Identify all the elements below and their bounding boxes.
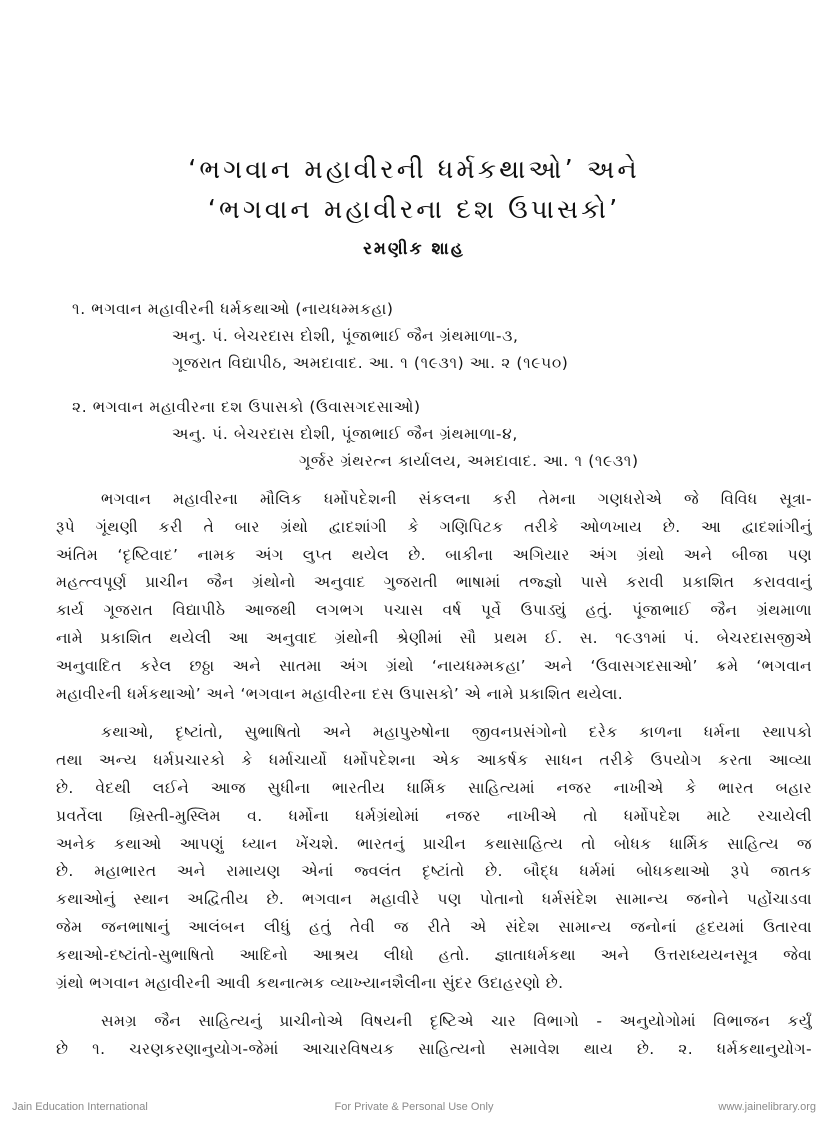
text-line: જેમ જનભાષાનું આલંબન લીધું હતું તેવી જ રીતે એ સંદેશ સામાન્ય જનોનાં હૃદયમાં ઉતારવા: [56, 917, 812, 936]
text-line: તથા અન્ય ધર્મપ્રચારકો કે ધર્માચાર્યો ધર્મોપદેશના એક આકર્ષક સાધન તરીકે ઉપયોગ કરતા આવ્યા: [56, 751, 812, 770]
article-body: [56, 486, 812, 1075]
text-line: અંતિમ ‘દૃષ્ટિવાદ’ નામક અંગ લુપ્ત થયેલ છે. બાકીના અગિયાર અંગ ગ્રંથો અને બીજા પણ: [56, 545, 812, 564]
reference-title: ૧. ભગવાન મહાવીરની ધર્મકથાઓ (નાયધમ્મકહા): [72, 300, 394, 318]
article-title: [0, 150, 828, 230]
reference-publisher: ગૂજરાત વિદ્યાપીઠ, અમદાવાદ. આ. ૧ (૧૯૩૧) આ. ૨ (૧૯૫૦): [172, 354, 569, 372]
text-line: મહત્ત્વપૂર્ણ પ્રાચીન જૈન ગ્રંથોનો અનુવાદ ગુજરાતી ભાષામાં તજ્જ્ઞો પાસે કરાવી પ્રકાશિત કરાવવાનું: [56, 573, 812, 592]
reference-item-2: [72, 394, 792, 475]
footer-publisher: Jain Education International: [12, 1101, 148, 1113]
paragraph-2: [56, 719, 812, 997]
text-line: અનેક કથાઓ આપણું ધ્યાન ખેંચશે. ભારતનું પ્રાચીન કથાસાહિત્ય તો બોધક ધાર્મિક સાહિત્ય જ: [56, 834, 812, 853]
text-line: ગ્રંથો ભગવાન મહાવીરની આવી કથનાત્મક વ્યાખ્યાનશૈલીના સુંદર ઉદાહરણો છે.: [56, 973, 564, 992]
text-line: કથાઓનું સ્થાન અદ્વિતીય છે. ભગવાન મહાવીરે પણ પોતાનો ધર્મસંદેશ સામાન્ય જનોને પહોંચાડવા: [56, 890, 812, 909]
references-list: [72, 296, 792, 492]
title-line-1: ‘ભગવાન મહાવીરની ધર્મકથાઓ’ અને: [188, 155, 640, 185]
text-line: પ્રવર્તેલા ખ્રિસ્તી-મુસ્લિમ વ. ધર્મોના ધર્મગ્રંથોમાં નજર નાખીએ તો ધર્મોપદેશ માટે રચાયેલી: [56, 806, 812, 825]
page-footer: [0, 1101, 828, 1117]
text-line: છે. વેદથી લઈને આજ સુધીના ભારતીય ધાર્મિક સાહિત્યમાં નજર નાખીએ કે ભારત બહાર: [56, 778, 812, 797]
text-line: કાર્ય ગૂજરાત વિદ્યાપીઠે આજથી લગભગ પચાસ વર્ષ પૂર્વે ઉપાડ્યું હતું. પૂંજાભાઈ જૈન ગ્રંથમાળા: [56, 601, 812, 620]
text-line: ભગવાન મહાવીરના મૌલિક ધર્મોપદેશની સંકલના કરી તેમના ગણધરોએ જે વિવિધ સૂત્રા-: [101, 490, 812, 508]
footer-website-link[interactable]: www.jainelibrary.org: [718, 1101, 816, 1113]
footer-usage-notice: For Private & Personal Use Only: [334, 1101, 494, 1113]
paragraph-3: [56, 1008, 812, 1064]
text-line: નામે પ્રકાશિત થયેલી આ અનુવાદ ગ્રંથોની શ્રેણીમાં સૌ પ્રથમ ઈ. સ. ૧૯૩૧માં પં. બેચરદાસજીએ: [56, 628, 812, 647]
text-line: અનુવાદિત કરેલ છઠ્ઠા અને સાતમા અંગ ગ્રંથો ‘નાયધમ્મકહા’ અને ‘ઉવાસગદસાઓ’ ક્રમે ‘ભગવાન: [56, 656, 812, 675]
reference-translator: અનુ. પં. બેચરદાસ દોશી, પૂંજાભાઈ જૈન ગ્રંથમાળા-૩,: [172, 327, 519, 345]
text-line: મહાવીરની ધર્મકથાઓ’ અને ‘ભગવાન મહાવીરના દસ ઉપાસકો’ એ નામે પ્રકાશિત થયેલા.: [56, 684, 624, 703]
reference-title: ૨. ભગવાન મહાવીરના દશ ઉપાસકો (ઉવાસગદસાઓ): [72, 398, 421, 416]
author-name: રમણીક શાહ: [363, 239, 465, 259]
text-line: કથાઓ-દષ્ટાંતો-સુભાષિતો આદિનો આશ્રય લીધો હતો. જ્ઞાતાધર્મકથા અને ઉત્તરાધ્યયનસૂત્ર જેવા: [56, 945, 812, 964]
reference-translator: અનુ. પં. બેચરદાસ દોશી, પૂંજાભાઈ જૈન ગ્રંથમાળા-૪,: [172, 425, 518, 443]
text-line: છે ૧. ચરણકરણાનુયોગ-જેમાં આચારવિષયક સાહિત્યનો સમાવેશ થાય છે. ૨. ધર્મકથાનુયોગ-: [56, 1040, 812, 1059]
paragraph-1: [56, 486, 812, 708]
text-line: સમગ્ર જૈન સાહિત્યનું પ્રાચીનોએ વિષયની દૃષ્ટિએ ચાર વિભાગો - અનુયોગોમાં વિભાજન કર્યું: [101, 1012, 812, 1031]
reference-publisher: ગૂર્જર ગ્રંથરત્ન કાર્યાલય, અમદાવાદ. આ. ૧ (૧૯૩૧): [299, 452, 639, 470]
reference-item-1: [72, 296, 792, 377]
text-line: કથાઓ, દૃષ્ટાંતો, સુભાષિતો અને મહાપુરુષોના જીવનપ્રસંગોનો દરેક કાળના ધર્મના સ્થાપકો: [101, 723, 812, 742]
text-line: રૂપે ગૂંથણી કરી તે બાર ગ્રંથો દ્વાદશાંગી કે ગણિપિટક તરીકે ઓળખાય છે. આ દ્વાદશાંગીનું: [56, 517, 812, 536]
text-line: છે. મહાભારત અને રામાયણ એનાં જ્વલંત દૃષ્ટાંતો છે. બૌદ્ધ ધર્મમાં બોધકથાઓ રૂપે જાતક: [56, 862, 812, 881]
title-line-2: ‘ભગવાન મહાવીરના દશ ઉપાસકો’: [207, 195, 621, 225]
